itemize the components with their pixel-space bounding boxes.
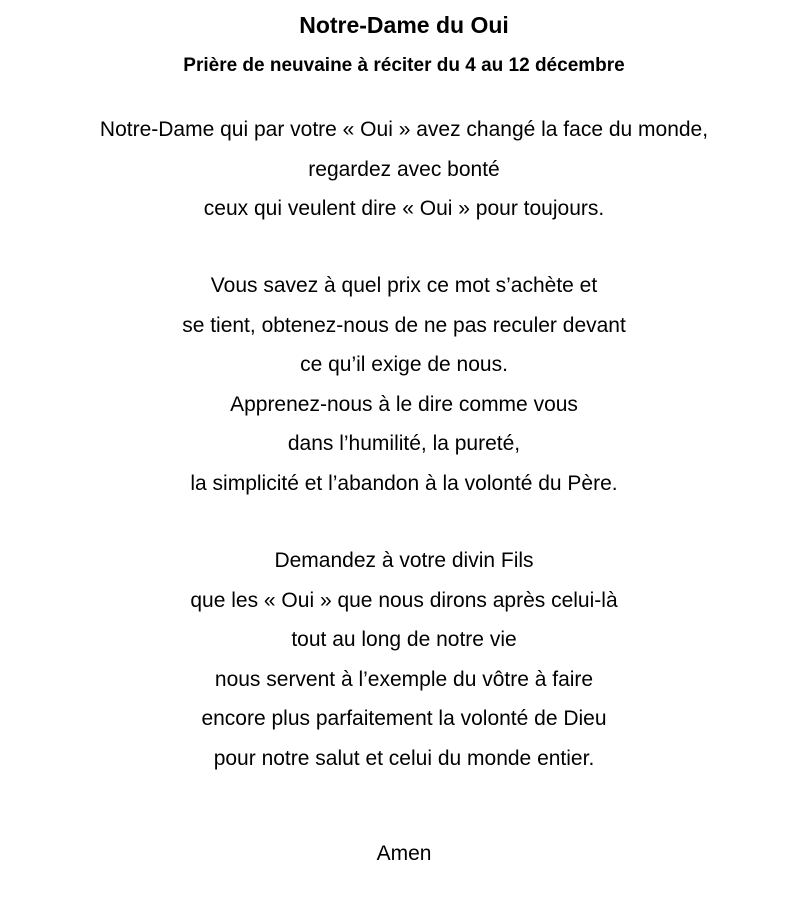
- closing-stanza: [0, 834, 808, 874]
- prayer-line: dans l’humilité, la pureté,: [287, 432, 521, 455]
- prayer-line: Vous savez à quel prix ce mot s’achète et: [210, 274, 598, 297]
- prayer-line: se tient, obtenez-nous de ne pas reculer devant: [182, 313, 626, 337]
- prayer-line: que les « Oui » que nous dirons après celui-là: [190, 588, 618, 612]
- prayer-line: pour notre salut et celui du monde entier.: [213, 746, 595, 770]
- prayer-line: nous servent à l’exemple du vôtre à faire: [214, 667, 594, 691]
- page-subtitle: Prière de neuvaine à réciter du 4 au 12 décembre: [183, 55, 625, 76]
- prayer-line: tout au long de notre vie: [291, 628, 517, 651]
- prayer-line: Notre-Dame qui par votre « Oui » avez changé la face du monde,: [99, 118, 709, 141]
- prayer-line: la simplicité et l’abandon à la volonté du Père.: [190, 471, 618, 495]
- page-title: Notre-Dame du Oui: [299, 12, 509, 38]
- stanza-3: [0, 541, 808, 778]
- prayer-line: regardez avec bonté: [308, 157, 500, 181]
- prayer-line: ceux qui veulent dire « Oui » pour toujours.: [203, 197, 605, 220]
- prayer-line: Apprenez-nous à le dire comme vous: [230, 392, 578, 416]
- stanza-1: [0, 110, 808, 229]
- prayer-line: Demandez à votre divin Fils: [274, 549, 534, 572]
- prayer-line: ce qu’il exige de nous.: [300, 353, 508, 376]
- prayer-line: encore plus parfaitement la volonté de Dieu: [201, 707, 607, 730]
- stanza-2: [0, 266, 808, 503]
- amen-line: Amen: [376, 842, 432, 865]
